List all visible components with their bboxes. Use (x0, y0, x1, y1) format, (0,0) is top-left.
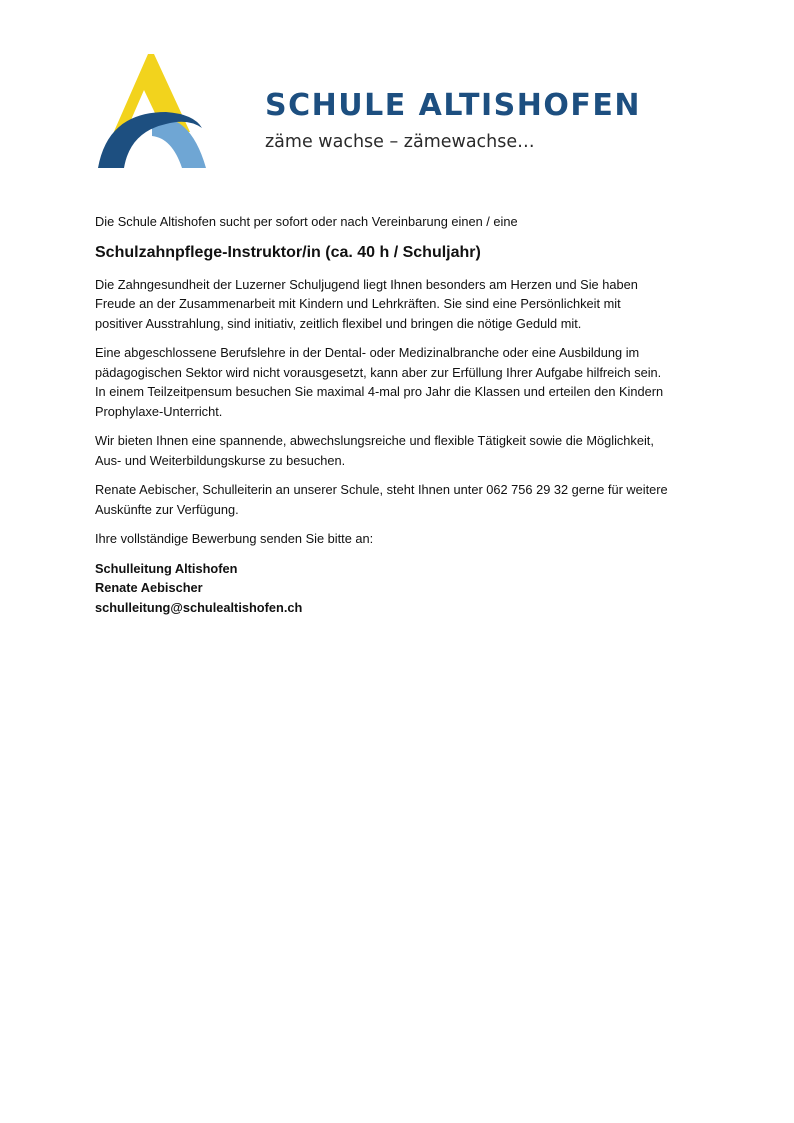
text-line: Die Zahngesundheit der Luzerner Schuljugend liegt Ihnen besonders am Herzen und Sie haben (95, 276, 638, 292)
paragraph-contact-info (95, 480, 715, 519)
text-line: Eine abgeschlossene Berufslehre in der Dental- oder Medizinalbranche oder eine Ausbildung im (95, 345, 640, 360)
job-title: Schulzahnpflege-Instruktor/in (ca. 40 h / Schuljahr) (95, 243, 481, 261)
paragraph-offer (95, 431, 715, 470)
text-line: Aus- und Weiterbildungskurse zu besuchen. (95, 452, 346, 468)
text-line: Auskünfte zur Verfügung. (95, 501, 239, 517)
school-tagline: zäme wachse – zämewachse… (265, 132, 535, 152)
job-posting-body (95, 212, 715, 627)
intro-text: Die Schule Altishofen sucht per sofort oder nach Vereinbarung einen / eine (95, 214, 518, 229)
school-name: SCHULE ALTISHOFEN (265, 88, 641, 123)
paragraph-requirements (95, 343, 715, 421)
paragraph-motivation (95, 275, 715, 334)
school-logo-icon (94, 52, 210, 172)
contact-block (95, 559, 715, 618)
text-line: pädagogischen Sektor wird nicht vorausgesetzt, kann aber zur Erfüllung Ihrer Aufgabe hilfreich sein. (95, 364, 662, 380)
contact-organization: Schulleitung Altishofen (95, 560, 238, 576)
text-line: Renate Aebischer, Schulleiterin an unserer Schule, steht Ihnen unter 062 756 29 32 gerne für weitere (95, 482, 668, 497)
text-line: Prophylaxe-Unterricht. (95, 403, 223, 419)
contact-email-link[interactable]: schulleitung@schulealtishofen.ch (95, 599, 303, 615)
text-line: Freude an der Zusammenarbeit mit Kindern und Lehrkräften. Sie sind eine Persönlichkeit mit (95, 296, 621, 311)
paragraph-application: Ihre vollständige Bewerbung senden Sie bitte an: (95, 531, 374, 546)
contact-name: Renate Aebischer (95, 580, 203, 595)
text-line: In einem Teilzeitpensum besuchen Sie maximal 4-mal pro Jahr die Klassen und erteilen den Kindern (95, 384, 664, 399)
text-line: Wir bieten Ihnen eine spannende, abwechslungsreiche und flexible Tätigkeit sowie die Möglichkeit, (95, 433, 654, 448)
text-line: positiver Ausstrahlung, sind initiativ, zeitlich flexibel und bringen die nötige Geduld mit. (95, 315, 582, 331)
